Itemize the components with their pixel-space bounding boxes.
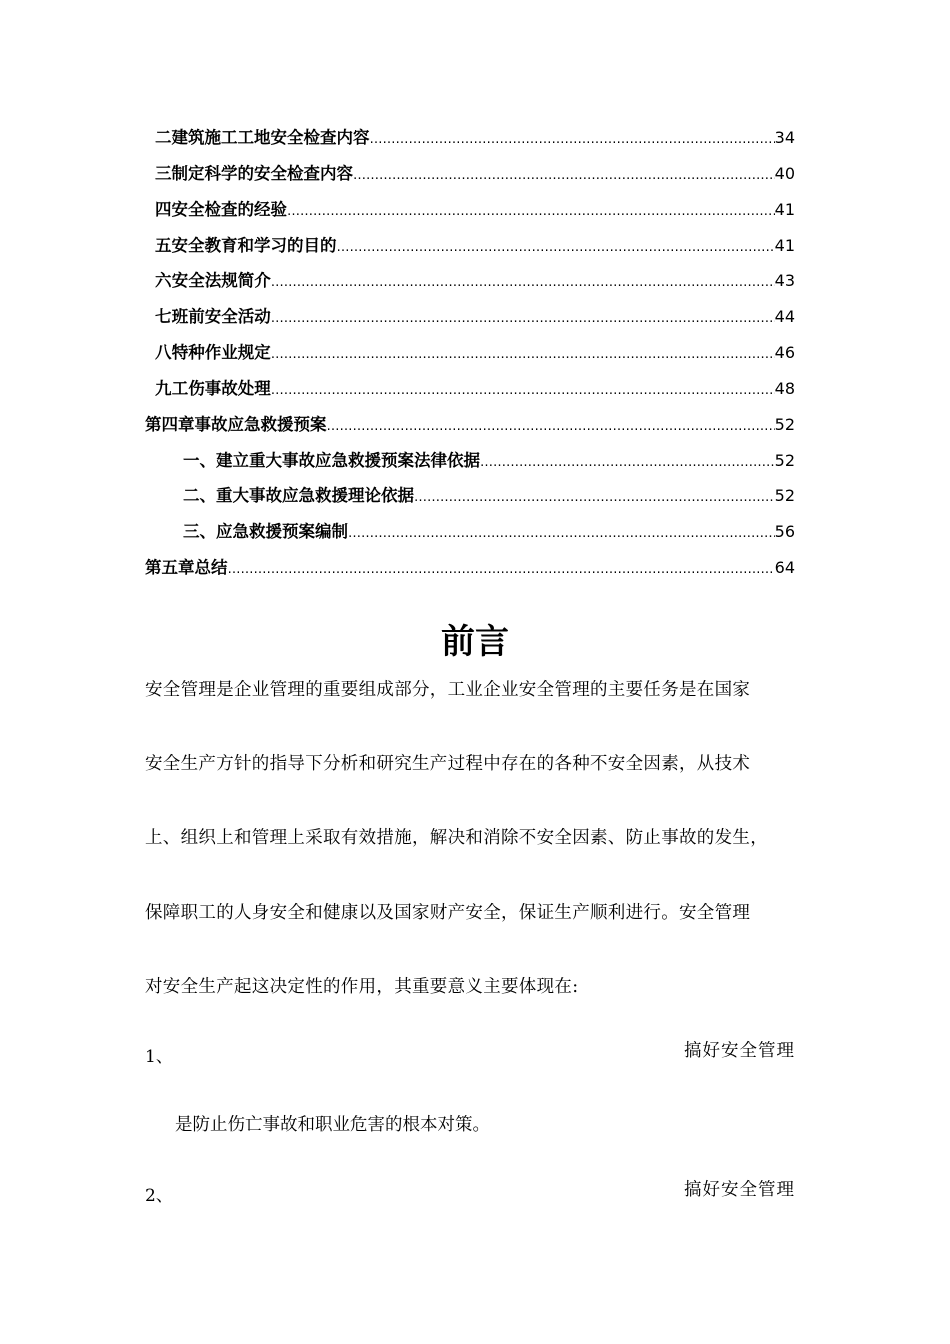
toc-chapter-number: 第五章 [145,558,195,577]
toc-entry-number: 八 [155,343,172,362]
toc-entry-page: 52 [774,486,795,505]
toc-leader-dots [228,555,775,585]
toc-entry[interactable] [155,159,795,189]
toc-leader-dots [337,233,775,263]
toc-entry-page: 41 [774,236,795,255]
toc-entry-title: 工伤事故处理 [171,379,271,398]
toc-entry-title: 安全法规简介 [171,271,271,290]
toc-leader-dots [414,483,775,513]
toc-chapter-entry[interactable] [145,553,795,583]
list-item-lead: 搞好安全管理 [684,1041,795,1061]
toc-entry-number: 七 [155,307,172,326]
toc-entry-page: 46 [774,343,795,362]
toc-entry-number: 二 [155,128,172,147]
toc-entry-page: 40 [774,164,795,183]
toc-entry-number: 三 [155,164,172,183]
toc-entry-page: 64 [774,558,795,577]
toc-leader-dots [271,376,775,406]
preface-line: 上、组织上和管理上采取有效措施，解决和消除不安全因素、防止事故的发生， [145,828,768,848]
toc-entry-title: 一、建立重大事故应急救援预案法律依据 [183,451,480,470]
toc-entry-title: 总结 [194,558,228,577]
toc-entry-page: 34 [774,128,795,147]
toc-leader-dots [271,304,775,334]
toc-leader-dots [348,519,775,549]
toc-subentry[interactable] [183,481,795,511]
toc-entry-number: 九 [155,379,172,398]
list-item-lead: 搞好安全管理 [684,1180,795,1200]
preface-line: 保障职工的人身安全和健康以及国家财产安全，保证生产顺利进行。安全管理 [145,903,751,923]
toc-leader-dots [271,340,775,370]
preface-line: 安全生产方针的指导下分析和研究生产过程中存在的各种不安全因素，从技术 [145,754,751,774]
toc-entry-title: 安全检查的经验 [171,200,287,219]
toc-leader-dots [353,161,775,191]
toc-entry-number: 六 [155,271,172,290]
toc-leader-dots [480,448,775,478]
toc-entry-page: 43 [774,271,795,290]
preface-line: 对安全生产起这决定性的作用，其重要意义主要体现在: [145,977,579,997]
toc-entry-page: 41 [774,200,795,219]
toc-entry-title: 三、应急救援预案编制 [183,522,348,541]
preface-line: 安全管理是企业管理的重要组成部分，工业企业安全管理的主要任务是在国家 [145,680,751,700]
toc-entry-title: 特种作业规定 [171,343,271,362]
toc-entry-number: 五 [155,236,172,255]
toc-entry-title: 二、重大事故应急救援理论依据 [183,486,414,505]
toc-entry[interactable] [155,302,795,332]
toc-chapter-number: 第四章 [145,415,195,434]
toc-entry-title: 班前安全活动 [171,307,271,326]
toc-entry-title: 制定科学的安全检查内容 [171,164,353,183]
toc-subentry[interactable] [183,446,795,476]
toc-entry-title: 事故应急救援预案 [194,415,327,434]
toc-entry-page: 44 [774,307,795,326]
list-item-text: 是防止伤亡事故和职业危害的根本对策。 [175,1115,490,1135]
list-item-number: 1、 [145,1047,173,1067]
toc-entry[interactable] [155,123,795,153]
toc-entry-number: 四 [155,200,172,219]
toc-entry-page: 56 [774,522,795,541]
list-item-number: 2、 [145,1186,173,1206]
toc-entry-title: 建筑施工工地安全检查内容 [171,128,370,147]
toc-entry-page: 48 [774,379,795,398]
toc-leader-dots [287,197,775,227]
toc-leader-dots [271,268,775,298]
toc-chapter-entry[interactable] [145,410,795,440]
toc-entry-page: 52 [774,415,795,434]
toc-entry-title: 安全教育和学习的目的 [171,236,337,255]
toc-entry[interactable] [155,374,795,404]
toc-subentry[interactable] [183,517,795,547]
toc-entry[interactable] [155,231,795,261]
toc-leader-dots [370,125,775,155]
toc-entry[interactable] [155,266,795,296]
preface-heading: 前言 [441,622,509,662]
toc-entry-page: 52 [774,451,795,470]
toc-entry[interactable] [155,195,795,225]
toc-entry[interactable] [155,338,795,368]
toc-leader-dots [327,412,775,442]
